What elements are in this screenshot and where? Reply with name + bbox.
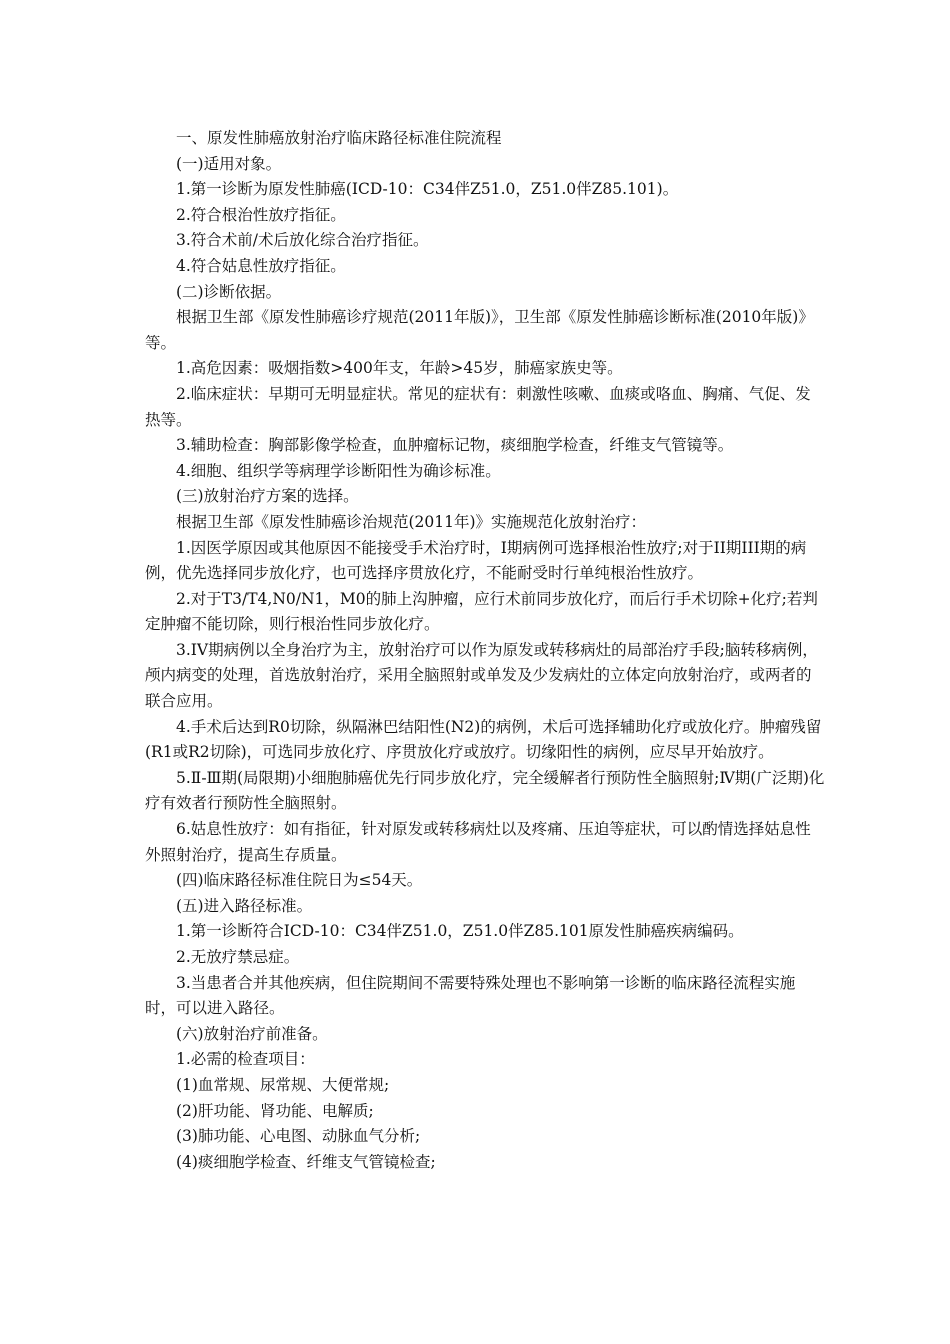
- list-item: (4)痰细胞学检查、纤维支气管镜检查;: [176, 1152, 436, 1171]
- list-item: (3)肺功能、心电图、动脉血气分析;: [176, 1127, 421, 1146]
- subsection-heading: (二)诊断依据。: [176, 282, 282, 301]
- paragraph: 6.姑息性放疗：如有指征，针对原发或转移病灶以及疼痛、压迫等症状，可以酌情选择姑息性外照射治疗，提高生存质量。: [145, 820, 811, 864]
- subsection-heading: (六)放射治疗前准备。: [176, 1024, 328, 1043]
- paragraph: 4.符合姑息性放疗指征。: [176, 256, 346, 275]
- paragraph: 2.临床症状：早期可无明显症状。常见的症状有：刺激性咳嗽、血痰或咯血、胸痛、气促、发热等。: [145, 384, 811, 429]
- paragraph: 1.第一诊断为原发性肺癌(ICD-10：C34伴Z51.0，Z51.0伴Z85.101)。: [176, 180, 679, 199]
- paragraph: 3.当患者合并其他疾病，但住院期间不需要特殊处理也不影响第一诊断的临床路径流程实施时，可以进入路径。: [145, 973, 796, 1018]
- paragraph: 1.因医学原因或其他原因不能接受手术治疗时，I期病例可选择根治性放疗;对于II期III期的病例，优先选择同步放化疗，也可选择序贯放化疗，不能耐受时行单纯根治性放疗。: [145, 538, 807, 583]
- paragraph: 4.细胞、组织学等病理学诊断阳性为确诊标准。: [176, 461, 501, 480]
- subsection-heading: (三)放射治疗方案的选择。: [176, 487, 359, 506]
- paragraph: 3.符合术前/术后放化综合治疗指征。: [176, 231, 429, 250]
- paragraph: 2.无放疗禁忌症。: [176, 948, 300, 966]
- paragraph: 1.第一诊断符合ICD-10：C34伴Z51.0，Z51.0伴Z85.101原发性肺癌疾病编码。: [176, 922, 744, 941]
- paragraph: 2.对于T3/T4,N0/N1，M0的肺上沟肿瘤，应行术前同步放化疗，而后行手术切除+化疗;若判定肿瘤不能切除，则行根治性同步放化疗。: [145, 589, 818, 634]
- paragraph: 1.必需的检查项目：: [176, 1050, 315, 1069]
- subsection-heading: (五)进入路径标准。: [176, 896, 313, 915]
- list-item: (2)肝功能、肾功能、电解质;: [176, 1101, 374, 1120]
- paragraph: 2.符合根治性放疗指征。: [176, 205, 346, 224]
- list-item: (1)血常规、尿常规、大便常规;: [176, 1075, 390, 1094]
- section-heading: 一、原发性肺癌放射治疗临床路径标准住院流程: [176, 129, 502, 147]
- paragraph: 根据卫生部《原发性肺癌诊疗规范(2011年版)》，卫生部《原发性肺癌诊断标准(2010年版)》等。: [145, 308, 814, 352]
- subsection-heading: (一)适用对象。: [176, 154, 282, 173]
- paragraph: 根据卫生部《原发性肺癌诊治规范(2011年)》实施规范化放射治疗：: [176, 512, 647, 531]
- paragraph: 3.IV期病例以全身治疗为主，放射治疗可以作为原发或转移病灶的局部治疗手段;脑转移病例，颅内病变的处理，首选放射治疗，采用全脑照射或单发及少发病灶的立体定向放射治疗，或两者的联合应用。: [145, 640, 818, 711]
- paragraph: 4.手术后达到R0切除，纵隔淋巴结阳性(N2)的病例，术后可选择辅助化疗或放化疗。肿瘤残留(R1或R2切除)，可选同步放化疗、序贯放化疗或放疗。切缘阳性的病例，应尽早开始放疗。: [145, 717, 822, 762]
- document-body: [145, 126, 825, 1175]
- paragraph: 1.高危因素：吸烟指数>400年支，年龄>45岁，肺癌家族史等。: [176, 359, 623, 378]
- paragraph: 5.Ⅱ-Ⅲ期(局限期)小细胞肺癌优先行同步放化疗，完全缓解者行预防性全脑照射;Ⅳ期(广泛期)化疗有效者行预防性全脑照射。: [145, 768, 825, 813]
- subsection-heading: (四)临床路径标准住院日为≤54天。: [176, 871, 423, 890]
- paragraph: 3.辅助检查：胸部影像学检查，血肿瘤标记物，痰细胞学检查，纤维支气管镜等。: [176, 436, 734, 455]
